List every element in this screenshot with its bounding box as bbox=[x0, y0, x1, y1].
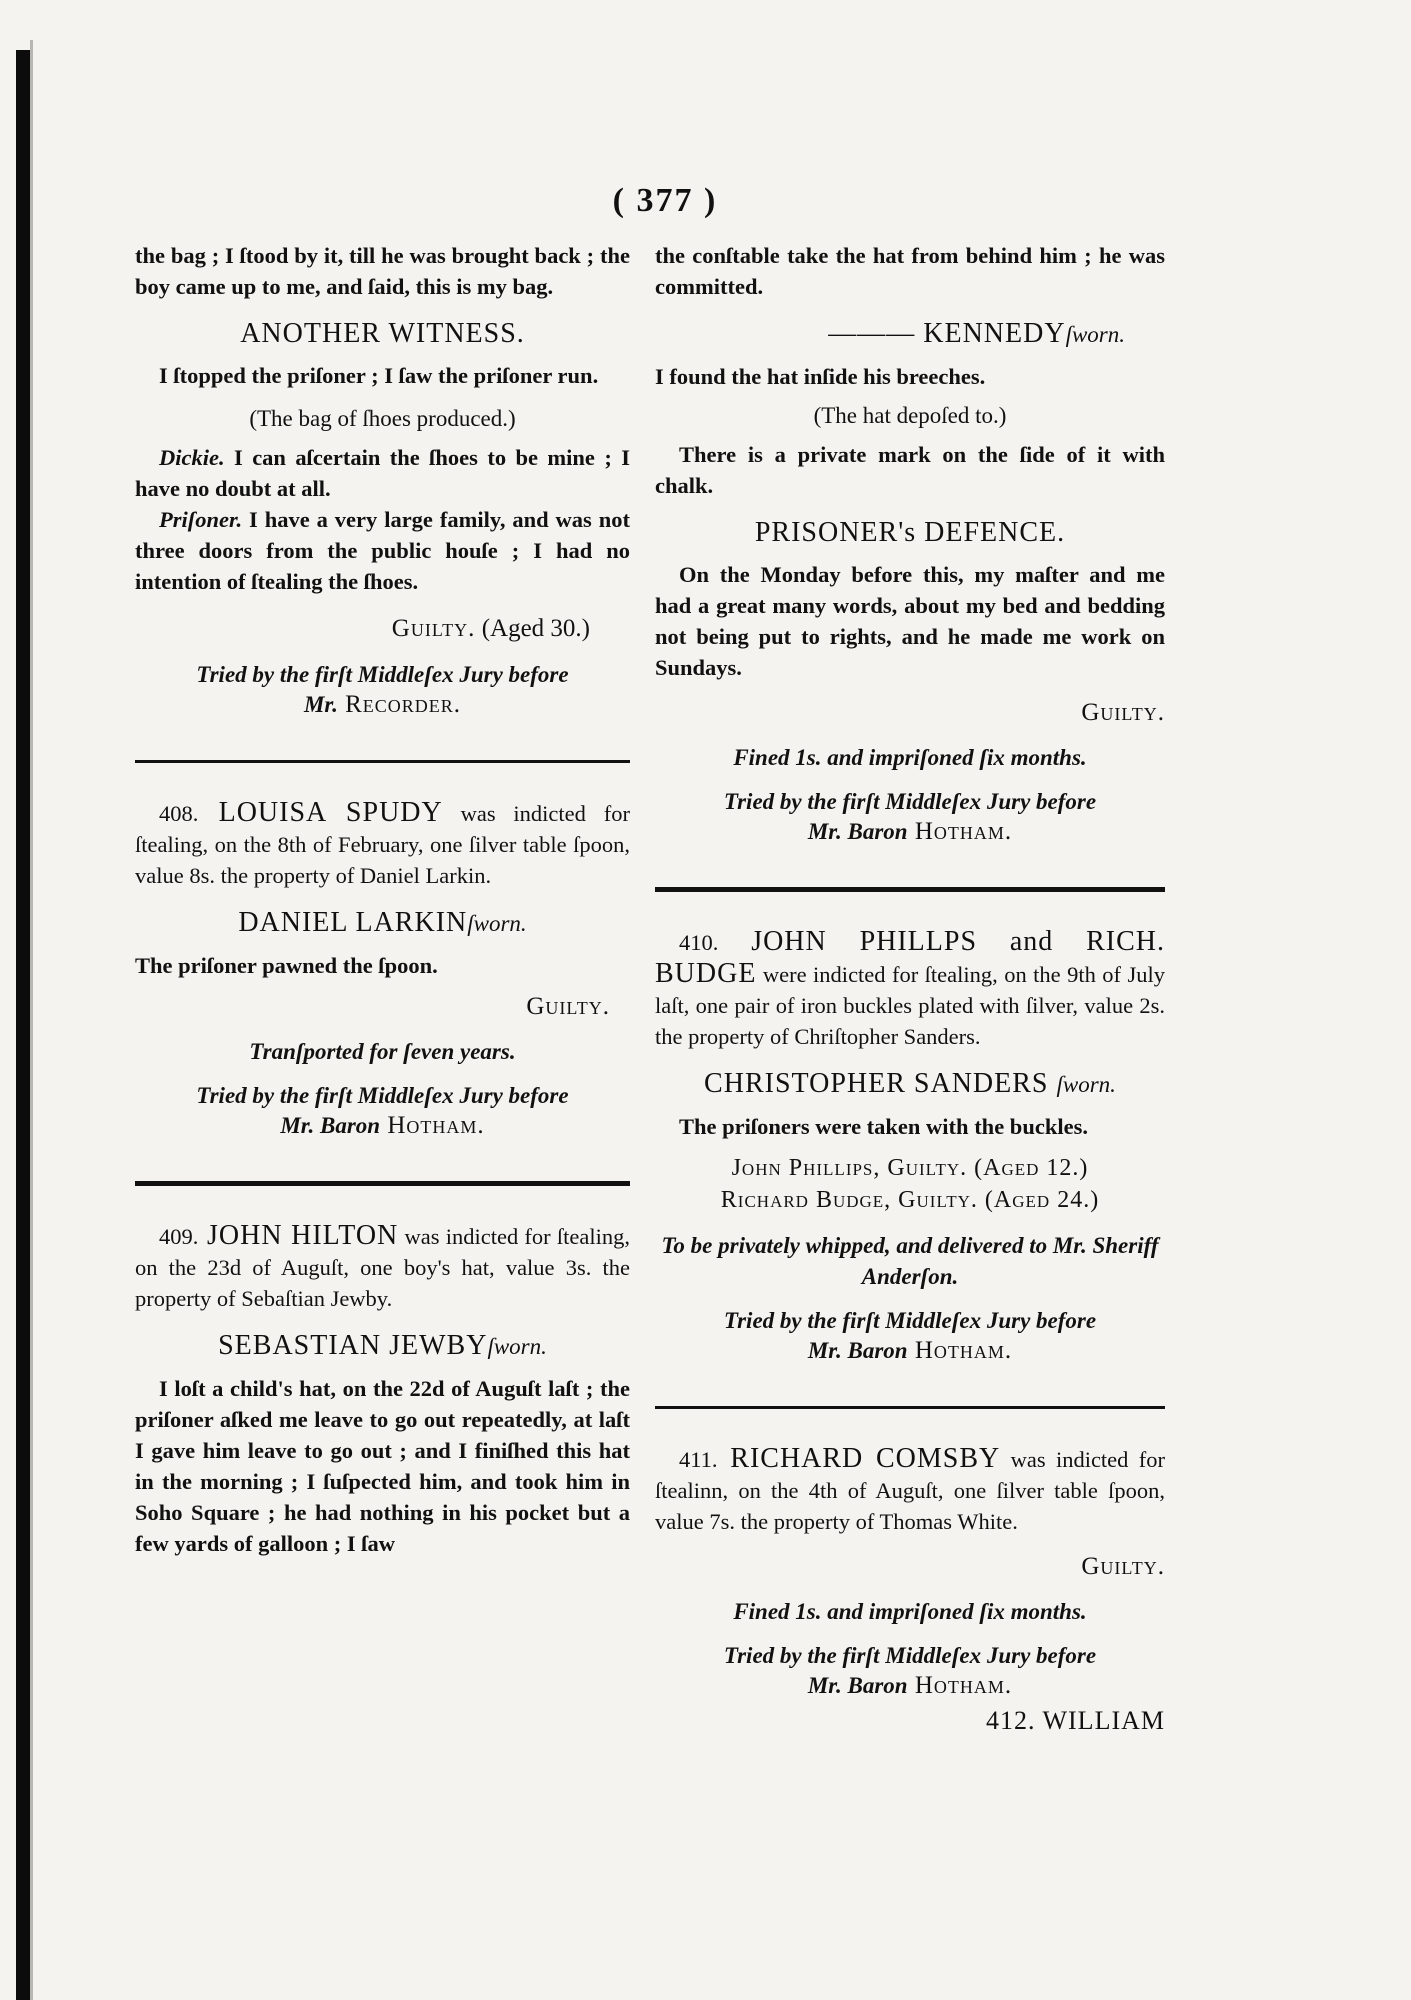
statement-text: I have a very large family, and was not three doors from the public houſe ; I had no intention of ſtealing the ſhoes. bbox=[135, 507, 630, 594]
witness-heading bbox=[135, 1328, 630, 1365]
continuation-text: the conſtable take the hat from behind him ; he was committed. bbox=[655, 243, 1165, 299]
witness-heading bbox=[655, 1066, 1165, 1103]
verdict-phillips: John Phillips, Guilty. (Aged 12.) bbox=[731, 1155, 1089, 1181]
verdict-word: Guilty. bbox=[1081, 699, 1165, 726]
witness-heading: ANOTHER WITNESS. bbox=[240, 318, 525, 349]
indictment-text: was indicted for ſtealing, on the 8th of February, one ſilver table ſpoon, value 8s. the property of Daniel Larkin. bbox=[135, 801, 630, 888]
indictment-text: was indicted for ſtealing, on the 23d of Auguſt, one boy's hat, value 3s. the property of Sebaſtian Jewby. bbox=[135, 1224, 630, 1311]
judge-name: Hotham. bbox=[907, 818, 1013, 845]
sentence: Fined 1s. and impriſoned ſix months. bbox=[733, 1599, 1087, 1624]
book-binding-edge bbox=[16, 50, 30, 2000]
verdict-age: (Aged 30.) bbox=[475, 615, 590, 642]
verdict bbox=[655, 1551, 1165, 1582]
witness-heading bbox=[135, 905, 630, 942]
judge-title: Mr. Baron bbox=[280, 1113, 381, 1138]
statement-text: I can aſcertain the ſhoes to be mine ; I have no doubt at all. bbox=[135, 445, 630, 501]
trial-note bbox=[655, 787, 1165, 847]
case-number: 409. bbox=[159, 1224, 199, 1249]
defendant-name: JOHN HILTON bbox=[198, 1220, 399, 1251]
judge-name: Recorder. bbox=[337, 691, 462, 718]
trial-note-line: Tried by the firſt Middleſex Jury before bbox=[196, 662, 569, 687]
verdict-budge: Richard Budge, Guilty. (Aged 24.) bbox=[720, 1187, 1100, 1213]
judge-title: Mr. Baron bbox=[807, 1338, 908, 1363]
trial-note bbox=[655, 1641, 1165, 1701]
witness-name: DANIEL LARKIN bbox=[238, 907, 468, 938]
verdict bbox=[135, 613, 590, 644]
case-408 bbox=[135, 797, 630, 891]
evidence-note: (The hat depoſed to.) bbox=[813, 403, 1007, 428]
judge-name: Hotham. bbox=[907, 1672, 1013, 1699]
defendant-name: JOHN PHILLPS and RICH. BUDGE bbox=[655, 926, 1165, 989]
judge-name: Hotham. bbox=[907, 1337, 1013, 1364]
witness-testimony: There is a private mark on the ſide of it with chalk. bbox=[655, 442, 1165, 498]
speaker-name: Priſoner. bbox=[159, 507, 243, 532]
sworn-label: ſworn. bbox=[467, 911, 527, 936]
sentence: Fined 1s. and impriſoned ſix months. bbox=[733, 745, 1087, 770]
trial-note bbox=[655, 1306, 1165, 1366]
trial-note-line: Tried by the firſt Middleſex Jury before bbox=[723, 789, 1097, 814]
trial-note bbox=[135, 1081, 630, 1141]
witness-heading bbox=[655, 316, 1125, 353]
binding-shadow bbox=[30, 40, 33, 2000]
catchword: 412. WILLIAM bbox=[985, 1706, 1165, 1735]
sentence: To be privately whipped, and delivered to Mr. Sheriff Anderſon. bbox=[661, 1233, 1159, 1289]
judge-title: Mr. Baron bbox=[807, 1673, 908, 1698]
left-column bbox=[135, 240, 630, 1559]
witness-testimony: The priſoner pawned the ſpoon. bbox=[135, 953, 438, 978]
verdict-word: Guilty. bbox=[391, 615, 476, 642]
trial-note-line: Tried by the firſt Middleſex Jury before bbox=[196, 1083, 569, 1108]
verdict bbox=[135, 991, 610, 1022]
case-number: 410. bbox=[679, 930, 719, 955]
sworn-label: ſworn. bbox=[1065, 322, 1125, 347]
witness-name: SEBASTIAN JEWBY bbox=[218, 1330, 488, 1361]
witness-testimony: I ſtopped the priſoner ; I ſaw the priſoner run. bbox=[159, 363, 599, 388]
witness-testimony: I found the hat inſide his breeches. bbox=[655, 364, 986, 389]
witness-testimony: The priſoners were taken with the buckles. bbox=[679, 1114, 1088, 1139]
verdict-word: Guilty. bbox=[526, 993, 610, 1020]
defendant-name: RICHARD COMSBY bbox=[717, 1443, 1001, 1474]
indictment-text: was indicted for ſtealinn, on the 4th of Auguſt, one ſilver table ſpoon, value 7s. the property of Thomas White. bbox=[655, 1447, 1165, 1534]
witness-name: ——— KENNEDY bbox=[828, 318, 1066, 349]
verdict-word: Guilty. bbox=[1081, 1553, 1165, 1580]
speaker-name: Dickie. bbox=[159, 445, 225, 470]
judge-title: Mr. Baron bbox=[807, 819, 908, 844]
judge-name: Hotham. bbox=[380, 1112, 485, 1139]
sworn-label: ſworn. bbox=[1056, 1072, 1116, 1097]
case-divider bbox=[135, 1181, 630, 1186]
case-divider bbox=[655, 1406, 1165, 1409]
verdict bbox=[655, 697, 1165, 728]
continuation-text: the bag ; I ſtood by it, till he was brought back ; the boy came up to me, and ſaid, this is my bag. bbox=[135, 243, 630, 299]
indictment-text: were indicted for ſtealing, on the 9th of July laſt, one pair of iron buckles plated with ſilver, value 2s. the property of Chriſtopher Sanders. bbox=[655, 962, 1165, 1049]
trial-note bbox=[135, 660, 630, 720]
case-409 bbox=[135, 1220, 630, 1314]
prisoner-statement bbox=[135, 504, 630, 597]
dickie-statement bbox=[135, 442, 630, 504]
trial-note-line: Tried by the firſt Middleſex Jury before bbox=[723, 1643, 1097, 1668]
case-divider bbox=[655, 887, 1165, 892]
evidence-note: (The bag of ſhoes produced.) bbox=[249, 406, 516, 431]
page-number: ( 377 ) bbox=[612, 182, 718, 219]
sentence: Tranſported for ſeven years. bbox=[249, 1039, 516, 1064]
defendant-name: LOUISA SPUDY bbox=[198, 797, 443, 828]
sworn-label: ſworn. bbox=[487, 1334, 547, 1359]
case-410 bbox=[655, 926, 1165, 1052]
case-411 bbox=[655, 1443, 1165, 1537]
judge-title: Mr. bbox=[303, 692, 338, 717]
trial-note-line: Tried by the firſt Middleſex Jury before bbox=[723, 1308, 1097, 1333]
case-number: 408. bbox=[159, 801, 199, 826]
witness-name: CHRISTOPHER SANDERS bbox=[704, 1068, 1049, 1099]
defence-statement: On the Monday before this, my maſter and me had a great many words, about my bed and bedding not being put to rights, and he made me work on Sundays. bbox=[655, 562, 1165, 680]
defence-heading: PRISONER's DEFENCE. bbox=[754, 517, 1066, 548]
right-column bbox=[655, 240, 1165, 1736]
case-number: 411. bbox=[679, 1447, 718, 1472]
case-divider bbox=[135, 760, 630, 763]
witness-testimony: I loſt a child's hat, on the 22d of Auguſt laſt ; the priſoner aſked me leave to go out repeatedly, at laſt I gave him leave to go out ; and I finiſhed this hat in the morning ; I ſuſpected him, and took him in Soho Square ; he had nothing in his pocket but a few yards of galloon ; I ſaw bbox=[135, 1376, 630, 1556]
